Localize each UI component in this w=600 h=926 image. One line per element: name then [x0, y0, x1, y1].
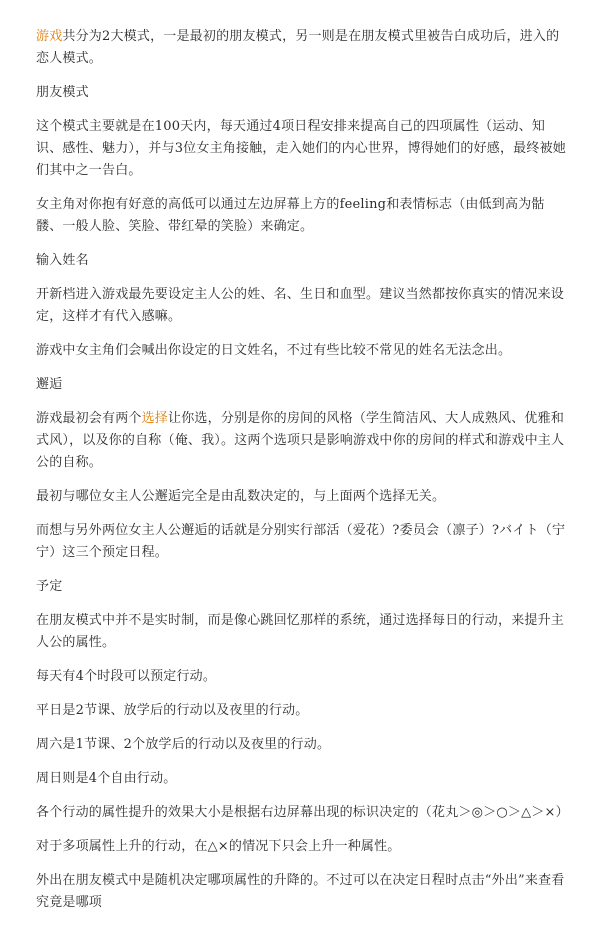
- input-name-paragraph-2: 游戏中女主角们会喊出你设定的日文姓名，不过有些比较不常见的姓名无法念出。: [36, 343, 512, 358]
- heading-friend-mode: 朋友模式: [36, 85, 89, 100]
- schedule-paragraph-4: 周六是1节课、2个放学后的行动以及夜里的行动。: [36, 737, 331, 752]
- encounter-text-post: 让你选，分别是你的房间的风格（学生简洁风、大人成熟风、优雅和式风），以及你的自称（俺、我）。这两个选项只是影响游戏中你的房间的样式和游戏中主人公的自称。: [36, 411, 565, 470]
- heading-schedule: 予定: [36, 579, 63, 594]
- schedule-paragraph-8: 外出在朋友模式中是随机决定哪项属性的升降的。不过可以在决定日程时点击“外出”来查看究竟是哪项: [36, 873, 565, 910]
- choice-link[interactable]: 选择: [141, 411, 169, 426]
- encounter-text-pre: 游戏最初会有两个: [36, 411, 142, 426]
- document-body: [36, 26, 568, 926]
- encounter-paragraph-2: 最初与哪位女主人公邂逅完全是由乱数决定的，与上面两个选择无关。: [36, 489, 446, 504]
- friend-mode-paragraph: 这个模式主要就是在100天内，每天通过4项日程安排来提高自己的四项属性（运动、知识、感性、魅力），并与3位女主角接触，走入她们的内心世界，博得她们的好感，最终被她们其中之一告白。: [36, 119, 566, 178]
- schedule-paragraph-1: 在朋友模式中并不是实时制，而是像心跳回忆那样的系统，通过选择每日的行动，来提升主人公的属性。: [36, 613, 565, 650]
- game-link[interactable]: 游戏: [36, 29, 63, 44]
- schedule-paragraph-6: 各个行动的属性提升的效果大小是根据右边屏幕出现的标识决定的（花丸＞◎＞○＞△＞×）: [36, 805, 569, 820]
- feeling-paragraph: 女主角对你抱有好意的高低可以通过左边屏幕上方的feeling和表情标志（由低到高为骷髅、一般人脸、笑脸、带红晕的笑脸）来确定。: [36, 197, 545, 234]
- schedule-paragraph-2: 每天有4个时段可以预定行动。: [36, 669, 217, 684]
- intro-text: 共分为2大模式，一是最初的朋友模式，另一则是在朋友模式里被告白成功后，进入的恋人模式。: [36, 29, 560, 66]
- input-name-paragraph-1: 开新档进入游戏最先要设定主人公的姓、名、生日和血型。建议当然都按你真实的情况来设定，这样才有代入感嘛。: [36, 287, 565, 324]
- encounter-paragraph-1: [36, 408, 568, 474]
- intro-paragraph: [36, 26, 568, 70]
- schedule-paragraph-7: 对于多项属性上升的行动，在△×的情况下只会上升一种属性。: [36, 839, 401, 854]
- heading-encounter: 邂逅: [36, 377, 63, 392]
- schedule-paragraph-5: 周日则是4个自由行动。: [36, 771, 177, 786]
- heading-input-name: 输入姓名: [36, 253, 89, 268]
- schedule-paragraph-3: 平日是2节课、放学后的行动以及夜里的行动。: [36, 703, 309, 718]
- encounter-paragraph-3: 而想与另外两位女主人公邂逅的话就是分别实行部活（爱花）?委员会（凛子）?バイト（宁宁）这三个预定日程。: [36, 523, 566, 560]
